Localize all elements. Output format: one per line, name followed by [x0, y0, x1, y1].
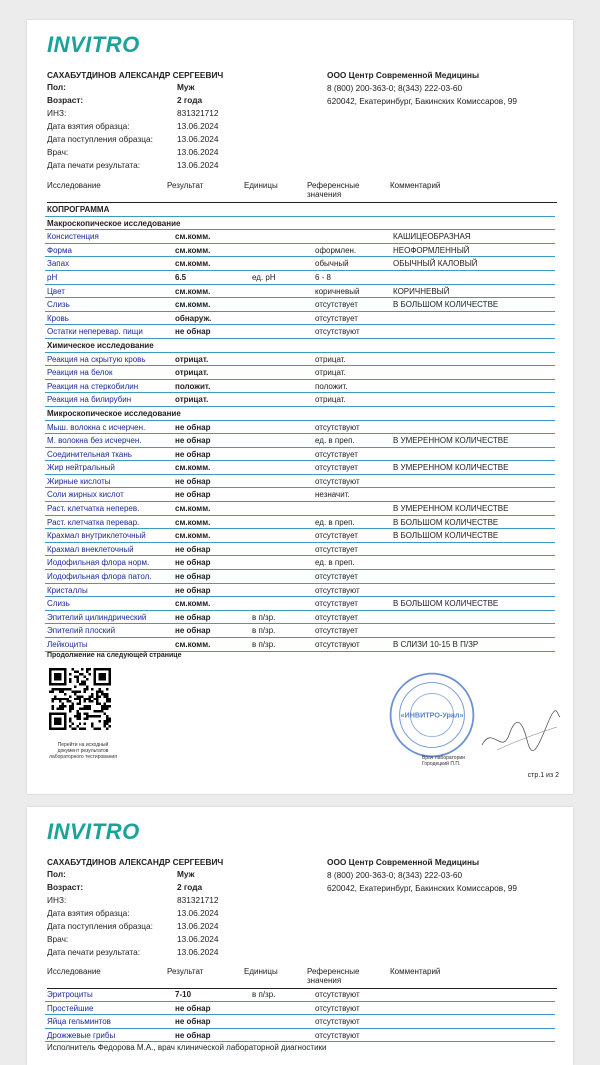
test-reference: отрицат. [315, 354, 346, 364]
test-comment: В УМЕРЕННОМ КОЛИЧЕСТВЕ [393, 436, 509, 446]
test-reference: отсутствует [315, 626, 358, 636]
test-comment: КОРИЧНЕВЫЙ [393, 286, 450, 296]
column-headers: Исследование Результат Единицы Референсные значения Комментарий [47, 181, 557, 203]
table-row [45, 285, 555, 299]
table-row [45, 380, 555, 394]
table-row [45, 257, 555, 271]
info-sample-date: Дата взятия образца: 13.06.2024 [47, 121, 219, 131]
test-result: не обнар [175, 1030, 211, 1040]
table-row [45, 556, 555, 570]
test-name: Реакция на скрытую кровь [47, 354, 146, 364]
patient-name: САХАБУТДИНОВ АЛЕКСАНДР СЕРГЕЕВИЧ [47, 70, 224, 80]
test-reference: положит. [315, 381, 348, 391]
section-header [45, 407, 555, 421]
table-row [45, 325, 555, 339]
test-result: см.комм. [175, 300, 211, 310]
test-name: Мыш. волокна с исчерчен. [47, 422, 146, 432]
test-name: Запах [47, 259, 70, 269]
test-unit: в п/зр. [252, 612, 276, 622]
test-reference: отрицат. [315, 368, 346, 378]
report-page-1 [27, 20, 573, 794]
test-name: Иодофильная флора патол. [47, 572, 152, 582]
table-row [45, 611, 555, 625]
info-receipt-date: Дата поступления образца: 13.06.2024 [47, 921, 219, 931]
test-name: Реакция на белок [47, 368, 113, 378]
test-name: Яйца гельминтов [47, 1017, 111, 1027]
test-name: Дрожжевые грибы [47, 1030, 116, 1040]
test-comment: В СЛИЗИ 10-15 В П/ЗР [393, 640, 479, 649]
table-row [45, 298, 555, 312]
test-name: Жир нейтральный [47, 463, 115, 473]
executor-note: Исполнитель Федорова М.А., врач клинической лабораторной диагностики [47, 1043, 327, 1052]
test-result: 7-10 [175, 990, 192, 999]
test-comment: В УМЕРЕННОМ КОЛИЧЕСТВЕ [393, 463, 509, 473]
test-comment: В БОЛЬШОМ КОЛИЧЕСТВЕ [393, 531, 499, 541]
test-result: не обнар [175, 490, 211, 500]
info-receipt-date: Дата поступления образца: 13.06.2024 [47, 134, 219, 144]
table-row [45, 516, 555, 530]
test-result: см.комм. [175, 232, 211, 242]
test-result: не обнар [175, 327, 211, 337]
table-row [45, 488, 555, 502]
test-reference: 6 - 8 [315, 272, 332, 282]
test-name: Лейкоциты [47, 640, 88, 649]
test-reference: отсутствует [315, 572, 358, 582]
table-row [45, 448, 555, 462]
test-reference: отсутствуют [315, 1030, 360, 1040]
invitro-logo: INVITRO [47, 819, 140, 844]
info-doctor: Врач: 13.06.2024 [47, 934, 219, 944]
test-reference: отсутствуют [315, 640, 360, 649]
test-result: см.комм. [175, 640, 211, 649]
table-row [45, 230, 555, 244]
test-reference: отсутствует [315, 300, 358, 310]
table-row [45, 475, 555, 489]
test-name: Остатки неперевар. пищи [47, 327, 143, 337]
stamp-text: «ИНВИТРО-Урал» [400, 710, 464, 720]
info-age: Возраст: 2 года [47, 882, 203, 892]
section-title: Химическое исследование [47, 340, 154, 350]
test-result: см.комм. [175, 286, 211, 296]
table-row [45, 502, 555, 516]
section-title: КОПРОГРАММА [47, 205, 110, 214]
test-reference: обычный [315, 259, 349, 269]
test-reference: отсутствует [315, 599, 358, 609]
section-title: Макроскопическое исследование [47, 218, 181, 228]
test-name: Слизь [47, 599, 70, 609]
test-reference: ед. в преп. [315, 436, 355, 446]
test-name: Эпителий плоский [47, 626, 116, 636]
table-row [45, 584, 555, 598]
test-result: отрицат. [175, 368, 209, 378]
invitro-logo: INVITRO [47, 32, 140, 57]
table-row [45, 312, 555, 326]
section-header [45, 339, 555, 353]
table-row [45, 393, 555, 407]
test-result: отрицат. [175, 354, 209, 364]
test-result: не обнар [175, 572, 211, 582]
section-header [45, 203, 555, 217]
test-reference: отсутствуют [315, 1017, 360, 1027]
info-print-date: Дата печати результата: 13.06.2024 [47, 160, 219, 170]
test-reference: отсутствует [315, 612, 358, 622]
test-reference: коричневый [315, 286, 360, 296]
test-result: не обнар [175, 558, 211, 568]
test-result: см.комм. [175, 517, 211, 527]
lab-phone: 8 (800) 200-363-0; 8(343) 222-03-60 [327, 83, 463, 93]
table-row [45, 353, 555, 367]
info-age: Возраст: 2 года [47, 95, 203, 105]
test-reference: отсутствуют [315, 1003, 360, 1013]
test-reference: отсутствует [315, 313, 358, 323]
info-sex: Пол: Муж [47, 82, 195, 92]
test-name: Раст. клетчатка неперев. [47, 504, 140, 514]
test-unit: в п/зр. [252, 626, 276, 636]
doctor-signature [477, 705, 562, 760]
test-result: см.комм. [175, 504, 211, 514]
test-comment: В БОЛЬШОМ КОЛИЧЕСТВЕ [393, 599, 499, 609]
test-name: Кристаллы [47, 585, 88, 595]
test-reference: ед. в преп. [315, 517, 355, 527]
test-unit: ед. pH [252, 272, 276, 282]
test-name: М. волокна без исчерчен. [47, 436, 142, 446]
test-result: см.комм. [175, 463, 211, 473]
test-name: Цвет [47, 286, 65, 296]
test-result: не обнар [175, 422, 211, 432]
test-comment: В БОЛЬШОМ КОЛИЧЕСТВЕ [393, 517, 499, 527]
table-row [45, 244, 555, 258]
test-name: Крахмал внутриклеточный [47, 531, 146, 541]
test-result: не обнар [175, 1017, 211, 1027]
test-reference: отсутствуют [315, 585, 360, 595]
table-row [45, 988, 555, 1002]
info-inz: ИНЗ: 831321712 [47, 108, 219, 118]
test-name: Реакция на билирубин [47, 395, 132, 405]
table-row [45, 543, 555, 557]
test-name: Раст. клетчатка перевар. [47, 517, 140, 527]
report-page-2 [27, 807, 573, 1065]
table-row [45, 570, 555, 584]
lab-address: 620042, Екатеринбург, Бакинских Комиссаров, 99 [327, 883, 518, 893]
info-print-date: Дата печати результата: 13.06.2024 [47, 947, 219, 957]
test-name: Консистенция [47, 232, 99, 242]
results-table-page-1 [45, 203, 555, 652]
results-table-page-2 [45, 988, 555, 1042]
test-unit: в п/зр. [252, 640, 276, 649]
test-unit: в п/зр. [252, 990, 276, 999]
column-headers: Исследование Результат Единицы Референсные значения Комментарий [47, 967, 557, 989]
doctor-caption: Врач лаборатории Городецкий П.П. [422, 755, 465, 767]
test-name: Слизь [47, 300, 70, 310]
test-comment: В УМЕРЕННОМ КОЛИЧЕСТВЕ [393, 504, 509, 514]
test-reference: отсутствуют [315, 422, 360, 432]
test-result: отрицат. [175, 395, 209, 405]
table-row [45, 271, 555, 285]
patient-name: САХАБУТДИНОВ АЛЕКСАНДР СЕРГЕЕВИЧ [47, 857, 224, 867]
test-comment: В БОЛЬШОМ КОЛИЧЕСТВЕ [393, 300, 499, 310]
test-result: см.комм. [175, 245, 211, 255]
test-reference: отрицат. [315, 395, 346, 405]
lab-stamp [387, 670, 477, 760]
test-name: Простейшие [47, 1003, 94, 1013]
test-reference: незначит. [315, 490, 350, 500]
test-name: Крахмал внеклеточный [47, 544, 134, 554]
table-row [45, 624, 555, 638]
table-row [45, 529, 555, 543]
test-result: не обнар [175, 612, 211, 622]
page-number: стр.1 из 2 [527, 772, 559, 779]
lab-phone: 8 (800) 200-363-0; 8(343) 222-03-60 [327, 870, 463, 880]
test-name: Соединительная ткань [47, 449, 132, 459]
continue-note: Продолжение на следующей странице [47, 652, 182, 659]
test-result: не обнар [175, 449, 211, 459]
test-name: Иодофильная флора норм. [47, 558, 150, 568]
test-reference: отсутствуют [315, 990, 360, 999]
test-reference: отсутствует [315, 463, 358, 473]
test-comment: НЕОФОРМЛЕННЫЙ [393, 245, 470, 255]
test-result: см.комм. [175, 599, 211, 609]
test-name: Эпителий цилиндрический [47, 612, 147, 622]
table-row [45, 366, 555, 380]
table-row [45, 638, 555, 652]
test-result: не обнар [175, 1003, 211, 1013]
test-result: не обнар [175, 544, 211, 554]
test-result: не обнар [175, 626, 211, 636]
lab-name: ООО Центр Современной Медицины [327, 857, 480, 867]
test-result: не обнар [175, 436, 211, 446]
table-row [45, 1002, 555, 1016]
table-row [45, 1029, 555, 1043]
test-result: см.комм. [175, 531, 211, 541]
info-sample-date: Дата взятия образца: 13.06.2024 [47, 908, 219, 918]
info-doctor: Врач: 13.06.2024 [47, 147, 219, 157]
table-row [45, 1015, 555, 1029]
test-name: Кровь [47, 313, 69, 323]
test-reference: отсутствует [315, 531, 358, 541]
test-comment: КАШИЦЕОБРАЗНАЯ [393, 232, 471, 242]
test-reference: отсутствует [315, 544, 358, 554]
test-result: обнаруж. [175, 313, 212, 323]
test-reference: оформлен. [315, 245, 357, 255]
test-comment: ОБЫЧНЫЙ КАЛОВЫЙ [393, 259, 478, 269]
test-reference: отсутствуют [315, 476, 360, 486]
test-name: Форма [47, 245, 72, 255]
table-row [45, 597, 555, 611]
test-name: Соли жирных кислот [47, 490, 124, 500]
test-reference: ед. в преп. [315, 558, 355, 568]
info-inz: ИНЗ: 831321712 [47, 895, 219, 905]
qr-code[interactable] [49, 668, 111, 730]
test-name: Реакция на стеркобилин [47, 381, 139, 391]
test-name: Жирные кислоты [47, 476, 111, 486]
info-sex: Пол: Муж [47, 869, 195, 879]
test-reference: отсутствуют [315, 327, 360, 337]
qr-caption: Перейти на исходный документ результатов лабораторного тестирования [49, 742, 117, 760]
lab-name: ООО Центр Современной Медицины [327, 70, 480, 80]
test-reference: отсутствует [315, 449, 358, 459]
test-result: не обнар [175, 585, 211, 595]
test-name: pH [47, 272, 58, 282]
test-name: Эритроциты [47, 990, 93, 999]
table-row [45, 434, 555, 448]
test-result: 6.5 [175, 272, 187, 282]
lab-address: 620042, Екатеринбург, Бакинских Комиссаров, 99 [327, 96, 518, 106]
table-row [45, 421, 555, 435]
section-title: Микроскопическое исследование [47, 408, 181, 418]
table-row [45, 461, 555, 475]
test-result: не обнар [175, 476, 211, 486]
test-result: положит. [175, 381, 211, 391]
test-result: см.комм. [175, 259, 211, 269]
section-header [45, 217, 555, 231]
